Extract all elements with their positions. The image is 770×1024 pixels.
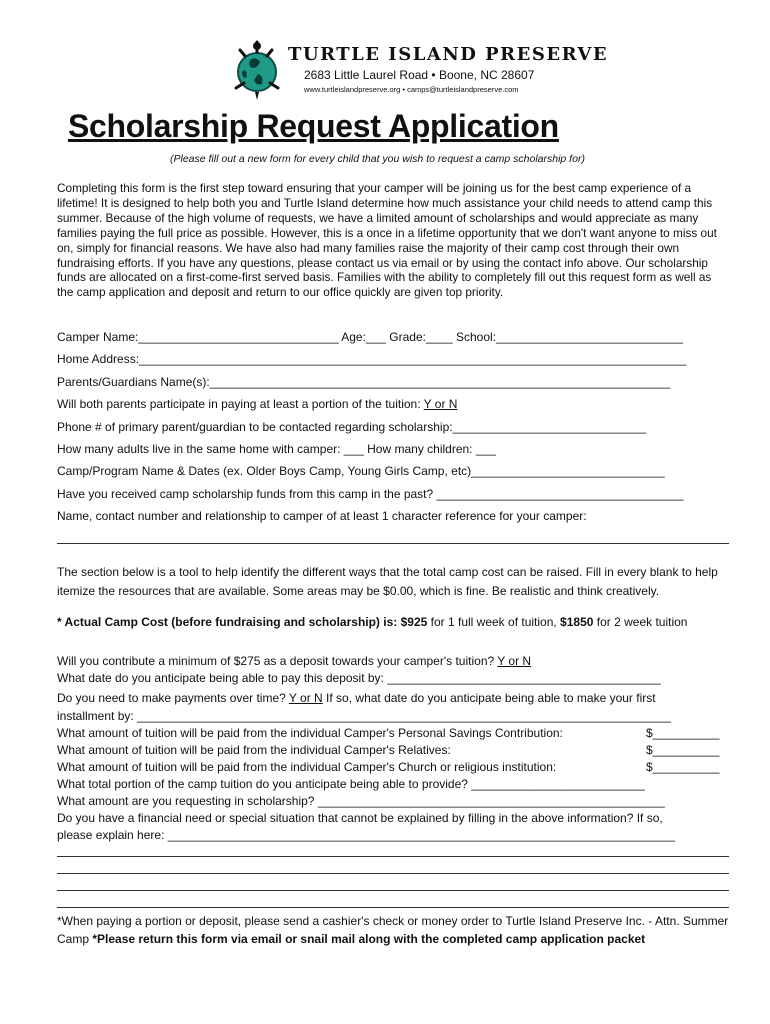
org-web-email: www.turtleislandpreserve.org • camps@turtleislandpreserve.com [304, 85, 519, 94]
one-week-text: for 1 full week of tuition, [427, 615, 561, 629]
home-address-line[interactable]: Home Address:__________________________________________________________________________________ [57, 352, 687, 366]
program-line[interactable]: Camp/Program Name & Dates (ex. Older Boys Camp, Young Girls Camp, etc)_____________________________ [57, 464, 665, 478]
payments-question: Do you need to make payments over time? [57, 691, 286, 705]
footer-payment-note: *When paying a portion or deposit, please send a cashier's check or money order to Turtle Island Preserve Inc. - Attn. Summer Camp [57, 914, 729, 946]
explain-blank-3[interactable] [57, 890, 729, 891]
reference-question: Name, contact number and relationship to camper of at least 1 character reference for your camper: [57, 509, 587, 523]
org-name: TURTLE ISLAND PRESERVE [288, 44, 609, 65]
parents-line[interactable]: Parents/Guardians Name(s):_____________________________________________________________________ [57, 375, 671, 389]
special-situation-explain[interactable]: please explain here: ____________________________________________________________________________ [57, 828, 675, 842]
adults-children-line[interactable]: How many adults live in the same home with camper: ___ How many children: ___ [57, 442, 496, 456]
savings-amount-blank[interactable]: $__________ [646, 726, 720, 740]
both-parents-question: Will both parents participate in paying at least a portion of the tuition: [57, 397, 421, 411]
deposit-yn[interactable]: Y or N [497, 654, 532, 668]
explain-blank-1[interactable] [57, 856, 729, 857]
letterhead [228, 40, 609, 102]
section-note: The section below is a tool to help identify the different ways that the total camp cost can be raised. Fill in every blank to help itemize the resources that are available. Some areas may be $0.00, which is fine. Be realistic and think creatively. [57, 565, 718, 598]
church-question: What amount of tuition will be paid from the individual Camper's Church or religious institution: [57, 760, 557, 774]
page-title: Scholarship Request Application [68, 108, 559, 144]
requesting-line[interactable]: What amount are you requesting in scholarship? ____________________________________________________ [57, 794, 665, 808]
relatives-question: What amount of tuition will be paid from the individual Camper's Relatives: [57, 743, 451, 757]
subtitle: (Please fill out a new form for every child that you wish to request a camp scholarship for) [170, 153, 585, 165]
explain-blank-4[interactable] [57, 907, 729, 908]
two-week-price: $1850 [560, 615, 594, 629]
church-amount-blank[interactable]: $__________ [646, 760, 720, 774]
explain-blank-2[interactable] [57, 873, 729, 874]
installment-line[interactable]: installment by: ________________________________________________________________________________ [57, 709, 671, 723]
both-parents-line [57, 397, 457, 411]
footer-note [57, 912, 737, 948]
intro-paragraph: Completing this form is the first step toward ensuring that your camper will be joining us for the best camp experience of a lifetime! It is designed to help both you and Turtle Island determine how much assistance your child needs to attend camp this summer. Because of the high volume of requests, we have a limited amount of scholarships and would appreciate as many families paying the full price as possible. However, this is a once in a lifetime opportunity that we don't want anyone to miss out on, simply for financial reasons. We have also had many families raise the majority of their camp cost through their own fundraising efforts. If you have any questions, please contact us via email or by using the contact info above. Our scholarship funds are allocated on a first-come-first served basis. Families with the ability to completely fill out this request form as well as the camp application and deposit and return to our office quickly are given top priority. [57, 181, 717, 300]
provide-line[interactable]: What total portion of the camp tuition do you anticipate being able to provide? __________________________ [57, 777, 645, 791]
org-address: 2683 Little Laurel Road • Boone, NC 28607 [304, 68, 535, 82]
reference-blank[interactable] [57, 543, 729, 544]
camp-cost-line [57, 615, 687, 629]
payments-followup: If so, what date do you anticipate being able to make your first [322, 691, 656, 705]
footer-return-note: *Please return this form via email or snail mail along with the completed camp application packet [92, 932, 646, 946]
deposit-date-line[interactable]: What date do you anticipate being able to pay this deposit by: _________________________________________ [57, 671, 661, 685]
relatives-amount-blank[interactable]: $__________ [646, 743, 720, 757]
received-scholarship-line[interactable]: Have you received camp scholarship funds from this camp in the past? _____________________________________ [57, 487, 684, 501]
payments-yn[interactable]: Y or N [288, 691, 323, 705]
one-week-price: $925 [400, 615, 428, 629]
both-parents-yn[interactable]: Y or N [423, 397, 458, 411]
turtle-globe-logo-icon [228, 40, 286, 102]
savings-question: What amount of tuition will be paid from the individual Camper's Personal Savings Contribution: [57, 726, 563, 740]
camper-name-line[interactable]: Camper Name:______________________________ Age:___ Grade:____ School:____________________________ [57, 330, 683, 344]
deposit-line [57, 654, 531, 668]
camp-cost-label: * Actual Camp Cost (before fundraising and scholarship) is: [57, 615, 398, 629]
phone-line[interactable]: Phone # of primary parent/guardian to be contacted regarding scholarship:_____________________________ [57, 420, 647, 434]
payments-line [57, 691, 656, 705]
two-week-text: for 2 week tuition [593, 615, 688, 629]
deposit-question: Will you contribute a minimum of $275 as a deposit towards your camper's tuition? [57, 654, 495, 668]
special-situation-question: Do you have a financial need or special situation that cannot be explained by filling in the above information? If so, [57, 811, 663, 825]
